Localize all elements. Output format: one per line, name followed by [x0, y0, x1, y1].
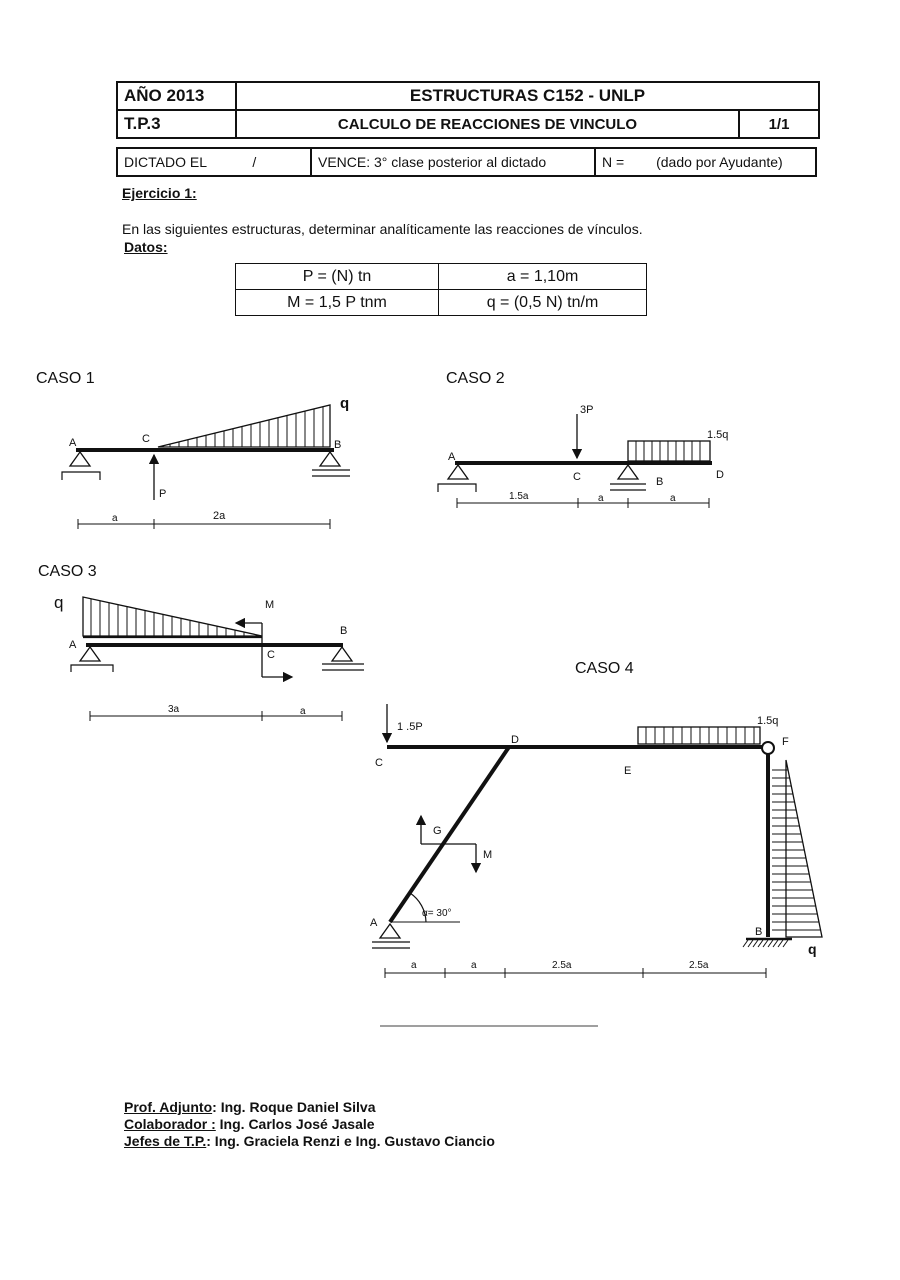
- vence-cell: VENCE: 3° clase posterior al dictado: [311, 148, 595, 176]
- caso4-side-load: [786, 760, 822, 937]
- dictado-label: DICTADO EL: [124, 154, 207, 170]
- caso4-dim-3: 2.5a: [552, 960, 572, 971]
- colab-label: Colaborador :: [124, 1116, 216, 1132]
- jefes-name: : Ing. Graciela Renzi e Ing. Gustavo Ciancio: [206, 1133, 495, 1149]
- load-arrow-line: [763, 940, 768, 947]
- caso3-label-c: C: [267, 649, 275, 661]
- caso2-label-d: D: [716, 469, 724, 481]
- caso4-title: CASO 4: [575, 660, 634, 677]
- caso1-label-c: C: [142, 433, 150, 445]
- colab-name: Ing. Carlos José Jasale: [215, 1116, 375, 1132]
- caso4-support-a: [372, 924, 410, 948]
- caso1-label-p: P: [159, 488, 167, 500]
- caso4-label-q-side: q: [808, 941, 817, 957]
- n-label: N =: [602, 154, 625, 170]
- caso3-label-q: q: [54, 593, 64, 612]
- n-value: (dado por Ayudante): [656, 154, 783, 170]
- caso3-moment: [236, 623, 292, 677]
- load-arrow-line: [768, 940, 773, 947]
- caso2-support-a: [438, 465, 476, 492]
- caso4-label-g: G: [433, 825, 442, 837]
- prof-label: Prof. Adjunto: [124, 1099, 213, 1115]
- datos-title: Datos:: [124, 239, 168, 255]
- load-arrow-line: [783, 940, 788, 947]
- caso4-dim-2: a: [471, 960, 477, 971]
- caso3-support-a: [71, 647, 113, 672]
- caso1-support-b: [312, 452, 350, 476]
- prof-line: [124, 1099, 495, 1116]
- caso1-distributed-load: [158, 405, 330, 447]
- caso1-dim-a: a: [112, 513, 118, 524]
- dictado-slash: /: [252, 154, 257, 170]
- signature-block: [124, 1099, 495, 1150]
- caso3-label-a: A: [69, 639, 77, 651]
- caso4-bar-ad: [390, 747, 509, 922]
- caso4-label-f: F: [782, 736, 789, 748]
- caso3-diagram: [54, 593, 364, 721]
- caso1-label-q: q: [340, 395, 350, 412]
- caso4-label-m: M: [483, 849, 493, 861]
- header-topic: CALCULO DE REACCIONES DE VINCULO: [236, 110, 739, 138]
- load-arrow-line: [758, 940, 763, 947]
- colab-line: [124, 1116, 495, 1133]
- caso2-support-b: [610, 465, 646, 490]
- caso2-dim-2: a: [598, 493, 604, 504]
- caso3-dim-a: a: [300, 706, 306, 717]
- prof-name: : Ing. Roque Daniel Silva: [212, 1099, 376, 1115]
- caso2-diagram: [438, 404, 728, 508]
- caso4-label-c: C: [375, 757, 383, 769]
- caso2-label-a: A: [448, 451, 456, 463]
- caso1-support-a: [62, 452, 100, 480]
- header-course: ESTRUCTURAS C152 - UNLP: [236, 82, 819, 110]
- load-arrow-line: [778, 940, 783, 947]
- caso3-dim-3a: 3a: [168, 704, 180, 715]
- load-arrow-line: [743, 940, 748, 947]
- caso4-label-load: 1 .5P: [397, 721, 423, 733]
- caso4-label-q-top: 1.5q: [757, 715, 779, 727]
- exercise-statement: En las siguientes estructuras, determinar analíticamente las reacciones de vínculos.: [122, 221, 643, 237]
- data-m: M = 1,5 P tnm: [236, 290, 439, 316]
- caso1-label-a: A: [69, 437, 77, 449]
- caso4-diagram: [370, 704, 822, 978]
- caso4-label-b: B: [755, 926, 763, 938]
- data-q: q = (0,5 N) tn/m: [439, 290, 647, 316]
- caso1-title: CASO 1: [36, 370, 95, 387]
- caso1-diagram: [62, 395, 350, 529]
- caso2-label-3p: 3P: [580, 404, 594, 416]
- jefes-line: [124, 1133, 495, 1150]
- caso2-dim-3: a: [670, 493, 676, 504]
- caso3-label-b: B: [340, 625, 348, 637]
- data-a: a = 1,10m: [439, 264, 647, 290]
- caso3-label-m: M: [265, 599, 275, 611]
- caso3-support-b: [322, 647, 364, 670]
- exercise-title: Ejercicio 1:: [122, 185, 197, 201]
- caso2-label-b: B: [656, 476, 664, 488]
- caso4-support-b: [743, 939, 792, 947]
- caso4-hinge-f: [762, 742, 774, 754]
- caso4-label-e: E: [624, 765, 632, 777]
- caso4-dim-4: 2.5a: [689, 960, 709, 971]
- caso1-dim-2a: 2a: [213, 510, 226, 522]
- caso4-label-d: D: [511, 734, 519, 746]
- load-arrow-line: [773, 940, 778, 947]
- header-tp: T.P.3: [117, 110, 236, 138]
- data-p: P = (N) tn: [236, 264, 439, 290]
- jefes-label: Jefes de T.P.: [124, 1133, 207, 1149]
- caso1-label-b: B: [334, 439, 342, 451]
- caso4-top-load: [638, 727, 760, 744]
- caso3-title: CASO 3: [38, 563, 97, 580]
- header-year: AÑO 2013: [117, 82, 236, 110]
- caso2-label-c: C: [573, 471, 581, 483]
- load-arrow-line: [748, 940, 753, 947]
- header-page: 1/1: [739, 110, 819, 138]
- caso4-label-angle: α= 30°: [422, 908, 452, 919]
- load-arrow-line: [753, 940, 758, 947]
- caso2-distributed-load: [628, 441, 710, 461]
- caso2-label-q: 1.5q: [707, 429, 729, 441]
- caso2-title: CASO 2: [446, 370, 505, 387]
- caso4-dim-1: a: [411, 960, 417, 971]
- caso2-dim-1: 1.5a: [509, 491, 529, 502]
- caso4-label-a: A: [370, 917, 378, 929]
